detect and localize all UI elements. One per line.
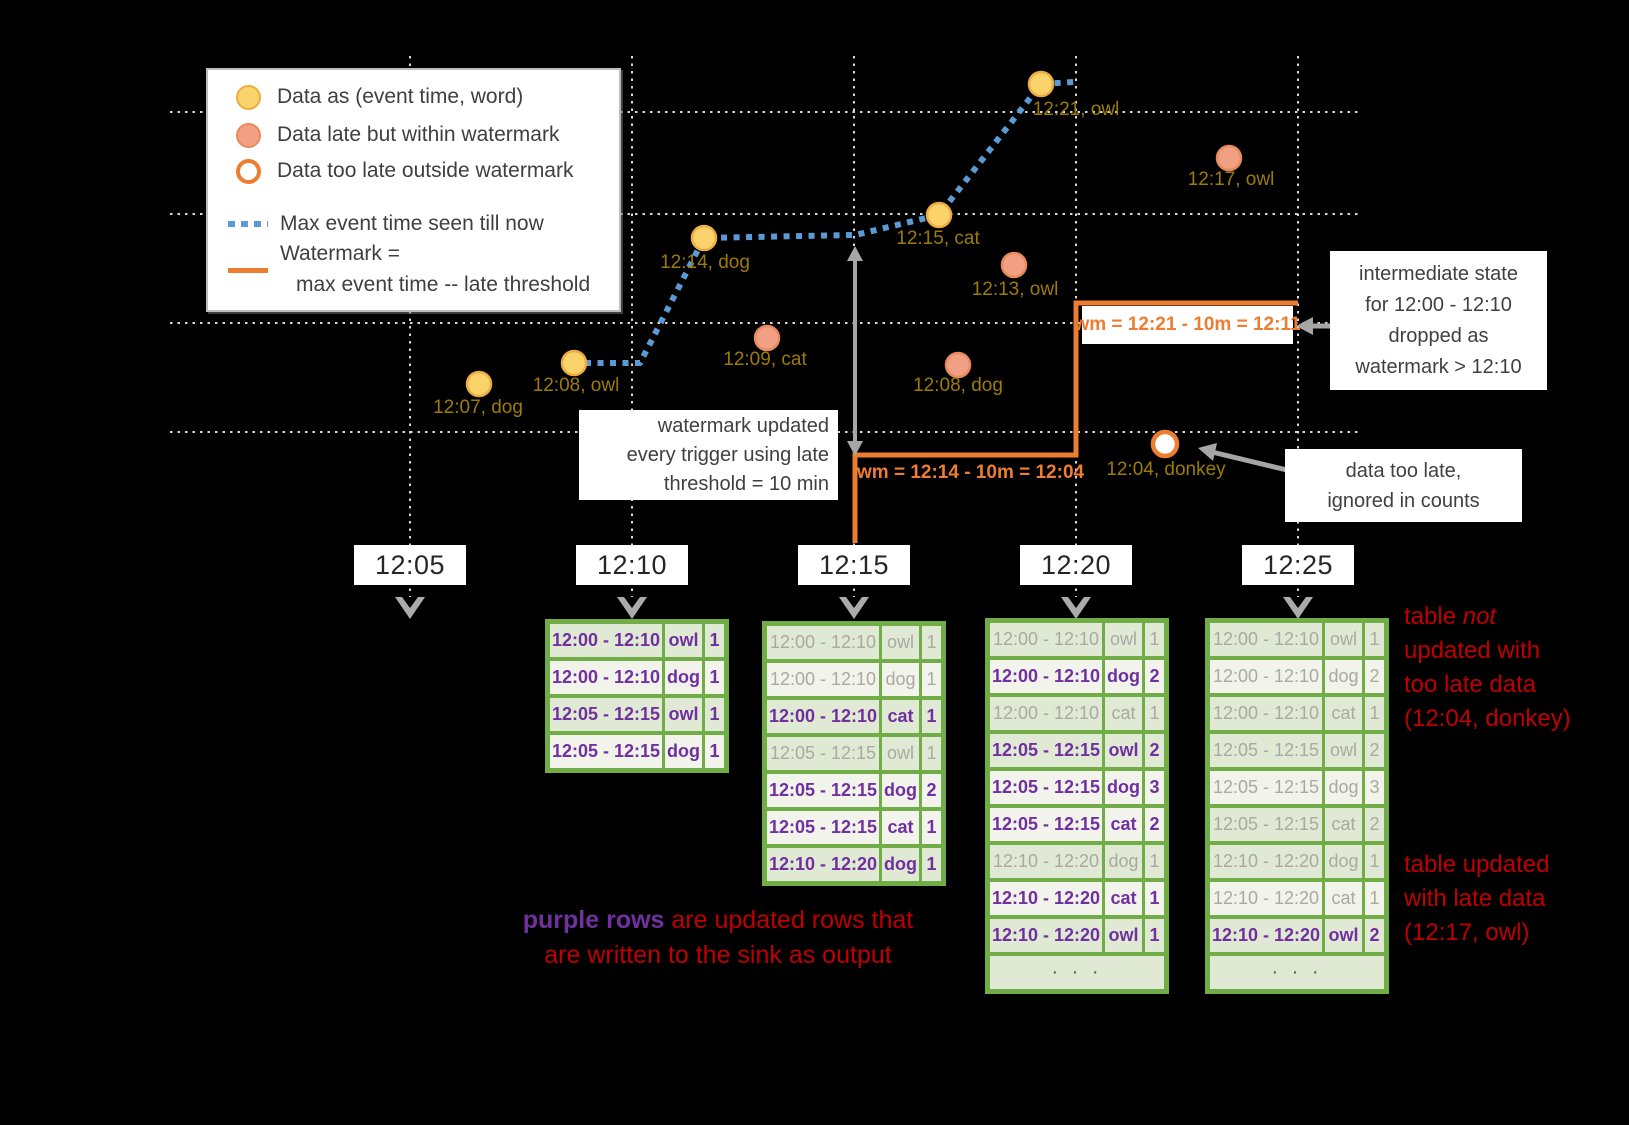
table-cell-cnt: 2 xyxy=(1145,734,1164,767)
table-cell-word: dog xyxy=(1325,771,1362,804)
watermark-line-icon xyxy=(228,268,268,273)
table-row xyxy=(1210,771,1384,804)
watermark-value-label: wm = 12:21 - 10m = 12:11 xyxy=(1082,306,1293,344)
legend-item-label: Data late but within watermark xyxy=(277,123,560,146)
annotation-line: intermediate state xyxy=(1359,262,1518,285)
table-cell-word: dog xyxy=(1105,771,1142,804)
table-row xyxy=(990,808,1164,841)
trigger-time-box: 12:10 xyxy=(576,545,688,585)
table-cell-win: 12:00 - 12:10 xyxy=(550,661,662,694)
table-cell-cnt: 2 xyxy=(922,774,941,807)
table-cell-cnt: 1 xyxy=(1365,623,1384,656)
table-row xyxy=(990,697,1164,730)
watermark-note-box xyxy=(579,410,838,500)
table-cell-cnt: 1 xyxy=(705,698,724,731)
table-cell-win: 12:05 - 12:15 xyxy=(990,771,1102,804)
table-cell-win: 12:00 - 12:10 xyxy=(990,623,1102,656)
purple-rows-note xyxy=(368,903,1068,973)
table-cell-cnt: 1 xyxy=(1145,845,1164,878)
trigger-time-box: 12:05 xyxy=(354,545,466,585)
table-cell-cnt: 2 xyxy=(1145,808,1164,841)
table-cell-win: 12:10 - 12:20 xyxy=(990,882,1102,915)
legend-item-label: Data as (event time, word) xyxy=(277,85,524,108)
intermediate-state-note-box xyxy=(1330,251,1547,390)
table-row xyxy=(767,626,941,659)
table-cell-ellipsis: · · · xyxy=(1210,956,1384,989)
table-row xyxy=(550,661,724,694)
purple-rows-note-line1: purple rows are updated rows that xyxy=(522,906,914,934)
table-cell-win: 12:00 - 12:10 xyxy=(990,697,1102,730)
table-cell-win: 12:10 - 12:20 xyxy=(1210,882,1322,915)
data-point-label: 12:07, dog xyxy=(433,397,523,418)
data-point-label: 12:17, owl xyxy=(1187,169,1275,190)
table-cell-word: dog xyxy=(882,663,919,696)
table-cell-word: cat xyxy=(1105,808,1142,841)
table-cell-win: 12:05 - 12:15 xyxy=(1210,734,1322,767)
table-row xyxy=(1210,845,1384,878)
table-cell-cnt: 2 xyxy=(1365,660,1384,693)
table-cell-win: 12:00 - 12:10 xyxy=(1210,697,1322,730)
table-cell-cnt: 1 xyxy=(922,737,941,770)
table-cell-win: 12:05 - 12:15 xyxy=(767,737,879,770)
table-cell-win: 12:00 - 12:10 xyxy=(767,626,879,659)
table-cell-cnt: 1 xyxy=(922,811,941,844)
table-cell-cnt: 3 xyxy=(1365,771,1384,804)
table-cell-cnt: 2 xyxy=(1365,808,1384,841)
table-row xyxy=(767,737,941,770)
table-cell-cnt: 1 xyxy=(1145,623,1164,656)
table-cell-cnt: 1 xyxy=(922,848,941,881)
table-cell-win: 12:10 - 12:20 xyxy=(990,919,1102,952)
max-event-time-line-icon xyxy=(228,221,268,227)
table-cell-word: owl xyxy=(1325,919,1362,952)
table-row xyxy=(1210,734,1384,767)
table-cell-win: 12:05 - 12:15 xyxy=(1210,808,1322,841)
table-cell-word: cat xyxy=(1325,808,1362,841)
red-note-text: table xyxy=(1404,603,1463,630)
red-note-line: too late data xyxy=(1404,671,1537,698)
red-note-line: (12:17, owl) xyxy=(1404,919,1530,946)
table-cell-cnt: 2 xyxy=(1365,919,1384,952)
data-point-label: 12:14, dog xyxy=(660,252,750,273)
table-cell-win: 12:00 - 12:10 xyxy=(1210,623,1322,656)
table-cell-cnt: 3 xyxy=(1145,771,1164,804)
table-cell-win: 12:05 - 12:15 xyxy=(550,735,662,768)
table-cell-win: 12:10 - 12:20 xyxy=(1210,919,1322,952)
table-cell-word: dog xyxy=(1325,845,1362,878)
table-row xyxy=(767,848,941,881)
data-point-label: 12:21, owl xyxy=(1032,99,1120,120)
table-row xyxy=(990,734,1164,767)
table-cell-cnt: 2 xyxy=(1365,734,1384,767)
toolate-dot-icon xyxy=(236,159,261,184)
table-cell-cnt: 1 xyxy=(1365,845,1384,878)
table-row xyxy=(1210,623,1384,656)
table-row xyxy=(550,735,724,768)
annotation-line: dropped as xyxy=(1388,324,1489,347)
table-cell-win: 12:00 - 12:10 xyxy=(550,624,662,657)
table-row xyxy=(990,623,1164,656)
legend-item-label: Max event time seen till now xyxy=(280,212,544,235)
table-row xyxy=(550,698,724,731)
legend-item-label: Data too late outside watermark xyxy=(277,159,574,182)
table-cell-win: 12:05 - 12:15 xyxy=(1210,771,1322,804)
table-row xyxy=(1210,919,1384,952)
table-cell-win: 12:05 - 12:15 xyxy=(767,811,879,844)
trigger-time-box: 12:20 xyxy=(1020,545,1132,585)
table-cell-win: 12:00 - 12:10 xyxy=(767,700,879,733)
table-cell-word: dog xyxy=(1325,660,1362,693)
annotation-line: data too late, xyxy=(1345,459,1462,482)
table-cell-win: 12:05 - 12:15 xyxy=(550,698,662,731)
data-point-label: 12:08, dog xyxy=(913,375,1003,396)
table-cell-word: dog xyxy=(665,735,702,768)
table-row xyxy=(1210,808,1384,841)
table-cell-word: owl xyxy=(1105,919,1142,952)
legend-item-label: max event time -- late threshold xyxy=(296,273,591,296)
annotation-line: watermark > 12:10 xyxy=(1355,355,1522,378)
table-cell-win: 12:05 - 12:15 xyxy=(767,774,879,807)
table-cell-cnt: 1 xyxy=(705,735,724,768)
table-cell-word: dog xyxy=(665,661,702,694)
table-cell-cnt: 1 xyxy=(705,661,724,694)
table-cell-cnt: 1 xyxy=(1145,919,1164,952)
annotation-line: for 12:00 - 12:10 xyxy=(1365,293,1512,316)
data-point-label: 12:08, owl xyxy=(532,375,620,396)
too-late-red-note xyxy=(1404,600,1571,736)
data-point-label: 12:04, donkey xyxy=(1106,459,1226,480)
table-row xyxy=(1210,882,1384,915)
table-cell-word: dog xyxy=(882,848,919,881)
table-cell-word: dog xyxy=(882,774,919,807)
too-late-note-box xyxy=(1285,449,1522,522)
purple-rows-highlight: purple rows xyxy=(522,906,665,934)
annotation-line: threshold = 10 min xyxy=(663,472,829,495)
watermark-value-label: wm = 12:14 - 10m = 12:04 xyxy=(857,462,1085,483)
table-cell-win: 12:00 - 12:10 xyxy=(1210,660,1322,693)
red-note-line: (12:04, donkey) xyxy=(1404,705,1571,732)
table-cell-win: 12:05 - 12:15 xyxy=(990,808,1102,841)
table-cell-word: owl xyxy=(665,698,702,731)
table-cell-cnt: 1 xyxy=(922,663,941,696)
result-table-12:25 xyxy=(1205,618,1389,994)
table-cell-word: cat xyxy=(1325,697,1362,730)
table-cell-cnt: 1 xyxy=(705,624,724,657)
table-row xyxy=(767,811,941,844)
result-table-12:15 xyxy=(762,621,946,886)
table-row xyxy=(1210,697,1384,730)
table-row xyxy=(767,663,941,696)
table-row-ellipsis xyxy=(1210,956,1384,989)
table-cell-word: owl xyxy=(1105,623,1142,656)
trigger-time-box: 12:15 xyxy=(798,545,910,585)
table-cell-cnt: 1 xyxy=(1365,697,1384,730)
table-cell-cnt: 1 xyxy=(1365,882,1384,915)
table-cell-word: cat xyxy=(882,700,919,733)
annotation-line: every trigger using late xyxy=(626,443,829,466)
table-cell-win: 12:05 - 12:15 xyxy=(990,734,1102,767)
legend xyxy=(206,68,621,312)
table-cell-cnt: 1 xyxy=(922,626,941,659)
table-cell-word: owl xyxy=(1325,734,1362,767)
table-row xyxy=(767,700,941,733)
late-update-red-note xyxy=(1404,848,1549,950)
table-cell-cnt: 2 xyxy=(1145,660,1164,693)
annotation-line: ignored in counts xyxy=(1327,489,1480,512)
table-cell-word: cat xyxy=(1105,697,1142,730)
table-cell-ellipsis: · · · xyxy=(990,956,1164,989)
table-cell-word: owl xyxy=(882,737,919,770)
table-cell-word: cat xyxy=(1325,882,1362,915)
red-note-line: table updated xyxy=(1404,851,1550,878)
purple-rows-note-line2: are written to the sink as output xyxy=(544,941,892,969)
table-cell-win: 12:10 - 12:20 xyxy=(1210,845,1322,878)
table-cell-win: 12:10 - 12:20 xyxy=(767,848,879,881)
red-note-line: updated with xyxy=(1404,637,1541,664)
table-cell-cnt: 1 xyxy=(1145,697,1164,730)
ontime-dot-icon xyxy=(236,85,261,110)
table-cell-cnt: 1 xyxy=(922,700,941,733)
table-cell-word: owl xyxy=(1105,734,1142,767)
table-cell-cnt: 1 xyxy=(1145,882,1164,915)
red-note-line: with late data xyxy=(1404,885,1546,912)
table-cell-win: 12:00 - 12:10 xyxy=(767,663,879,696)
table-cell-word: owl xyxy=(665,624,702,657)
table-row xyxy=(550,624,724,657)
red-note-line xyxy=(1404,600,1571,634)
table-cell-win: 12:00 - 12:10 xyxy=(990,660,1102,693)
annotation-line: watermark updated xyxy=(657,414,829,437)
red-note-text: not xyxy=(1462,603,1497,630)
table-row xyxy=(767,774,941,807)
table-row xyxy=(1210,660,1384,693)
data-point-label: 12:15, cat xyxy=(896,228,980,249)
table-row xyxy=(990,660,1164,693)
result-table-12:10 xyxy=(545,619,729,773)
table-cell-word: owl xyxy=(882,626,919,659)
table-row xyxy=(990,771,1164,804)
trigger-time-box: 12:25 xyxy=(1242,545,1354,585)
legend-item-label: Watermark = xyxy=(280,242,400,265)
data-point-label: 12:09, cat xyxy=(723,349,807,370)
table-cell-word: cat xyxy=(1105,882,1142,915)
table-cell-word: cat xyxy=(882,811,919,844)
table-cell-word: owl xyxy=(1325,623,1362,656)
table-cell-word: dog xyxy=(1105,660,1142,693)
table-row xyxy=(990,845,1164,878)
table-cell-word: dog xyxy=(1105,845,1142,878)
data-point-label: 12:13, owl xyxy=(971,279,1059,300)
late-dot-icon xyxy=(236,123,261,148)
table-cell-win: 12:10 - 12:20 xyxy=(990,845,1102,878)
